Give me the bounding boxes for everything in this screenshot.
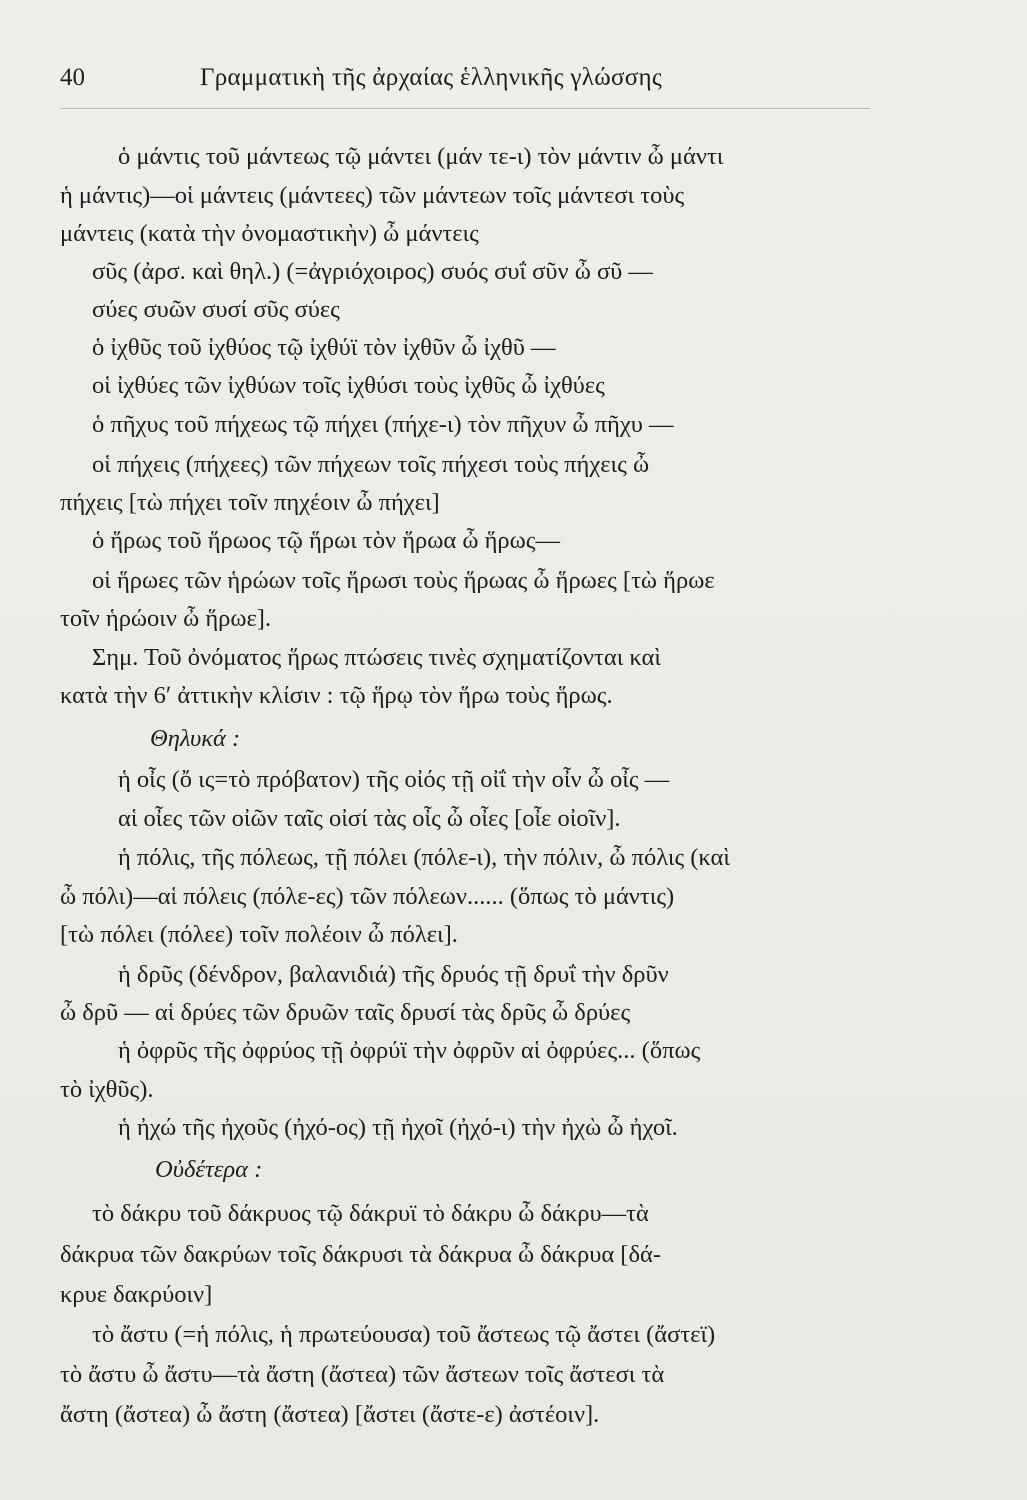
text-line: τὸ ἄστυ (=ἡ πόλις, ἡ πρωτεύουσα) τοῦ ἄστεως τῷ ἄστει (ἄστεϊ)	[92, 1321, 716, 1348]
running-title: Γραμματικὴ τῆς ἀρχαίας ἑλληνικῆς γλώσσης	[200, 64, 663, 91]
text-line: ἡ μάντις)—οἱ μάντεις (μάντεες) τῶν μάντεων τοῖς μάντεσι τοὺς	[60, 182, 685, 209]
text-line: ὦ δρῦ — αἱ δρύες τῶν δρυῶν ταῖς δρυσί τὰς δρῦς ὦ δρύες	[60, 999, 631, 1026]
text-line: ἡ ἠχώ τῆς ἠχοῦς (ἠχό-ος) τῇ ἠχοῖ (ἠχό-ι) τὴν ἠχὼ ὦ ἠχοῖ.	[118, 1114, 678, 1141]
section-heading-feminine: Θηλυκά :	[150, 725, 241, 752]
text-line: αἱ οἶες τῶν οἰῶν ταῖς οἰσί τὰς οἶς ὦ οἶες [οἶε οἰοῖν].	[118, 805, 621, 832]
header-rule	[60, 108, 870, 109]
page-number: 40	[60, 64, 85, 91]
text-line: ἡ ὀφρῦς τῆς ὀφρύος τῇ ὀφρύϊ τὴν ὀφρῦν αἱ ὀφρύες... (ὅπως	[118, 1037, 701, 1064]
text-line: τὸ ἰχθῦς).	[60, 1076, 154, 1103]
text-line: [τὼ πόλει (πόλεε) τοῖν πολέοιν ὦ πόλει].	[60, 921, 458, 948]
text-line: κατὰ τὴν 6ʹ ἀττικὴν κλίσιν : τῷ ἥρῳ τὸν ἥρω τοὺς ἥρως.	[60, 682, 613, 709]
text-line: ὁ ἰχθῦς τοῦ ἰχθύος τῷ ἰχθύϊ τὸν ἰχθῦν ὦ ἰχθῦ —	[92, 334, 556, 361]
text-line: τὸ ἄστυ ὦ ἄστυ—τὰ ἄστη (ἄστεα) τῶν ἄστεων τοῖς ἄστεσι τὰ	[60, 1361, 665, 1388]
text-line: ὁ πῆχυς τοῦ πήχεως τῷ πήχει (πήχε-ι) τὸν πῆχυν ὦ πῆχυ —	[92, 411, 674, 438]
text-line: σῦς (ἀρσ. καὶ θηλ.) (=ἀγριόχοιρος) συός συΐ σῦν ὦ σῦ —	[92, 258, 653, 285]
text-line: κρυε δακρύοιν]	[60, 1281, 213, 1308]
page-header	[60, 64, 870, 104]
text-line: ἡ δρῦς (δένδρον, βαλανιδιά) τῆς δρυός τῇ δρυΐ τὴν δρῦν	[118, 961, 669, 988]
section-heading-neuter: Οὐδέτερα :	[155, 1156, 263, 1183]
text-line: ὁ ἥρως τοῦ ἥρωος τῷ ἥρωι τὸν ἥρωα ὦ ἥρως—	[92, 527, 560, 554]
text-line: πήχεις [τὼ πήχει τοῖν πηχέοιν ὦ πήχει]	[60, 489, 440, 516]
text-line: τοῖν ἡρώοιν ὦ ἥρωε].	[60, 605, 272, 632]
text-line: ἄστη (ἄστεα) ὦ ἄστη (ἄστεα) [ἄστει (ἄστε-ε) ἀστέοιν].	[60, 1401, 600, 1428]
text-line: σύες συῶν συσί σῦς σύες	[92, 296, 340, 323]
text-line: ἡ πόλις, τῆς πόλεως, τῇ πόλει (πόλε-ι), τὴν πόλιν, ὦ πόλις (καὶ	[118, 844, 730, 871]
text-line: δάκρυα τῶν δακρύων τοῖς δάκρυσι τὰ δάκρυα ὦ δάκρυα [δά-	[60, 1241, 661, 1268]
text-line: μάντεις (κατὰ τὴν ὀνομαστικὴν) ὦ μάντεις	[60, 220, 479, 247]
text-line: οἱ ἰχθύες τῶν ἰχθύων τοῖς ἰχθύσι τοὺς ἰχθῦς ὦ ἰχθύες	[92, 372, 605, 399]
text-line: ἡ οἶς (ὄ ις=τὸ πρόβατον) τῆς οἰός τῇ οἰΐ τὴν οἶν ὦ οἶς —	[118, 766, 670, 793]
text-line: ὦ πόλι)—αἱ πόλεις (πόλε-ες) τῶν πόλεων...... (ὅπως τὸ μάντις)	[60, 883, 675, 910]
text-line: οἱ ἥρωες τῶν ἡρώων τοῖς ἥρωσι τοὺς ἥρωας ὦ ἥρωες [τὼ ἥρωε	[92, 567, 715, 594]
text-line: οἱ πήχεις (πήχεες) τῶν πήχεων τοῖς πήχεσι τοὺς πήχεις ὦ	[92, 451, 650, 478]
note-line: Σημ. Τοῦ ὀνόματος ἥρως πτώσεις τινὲς σχηματίζονται καὶ	[92, 644, 661, 671]
text-line: τὸ δάκρυ τοῦ δάκρυος τῷ δάκρυϊ τὸ δάκρυ ὦ δάκρυ—τὰ	[92, 1200, 649, 1227]
text-line: ὁ μάντις τοῦ μάντεως τῷ μάντει (μάν τε-ι) τὸν μάντιν ὦ μάντι	[118, 143, 724, 170]
